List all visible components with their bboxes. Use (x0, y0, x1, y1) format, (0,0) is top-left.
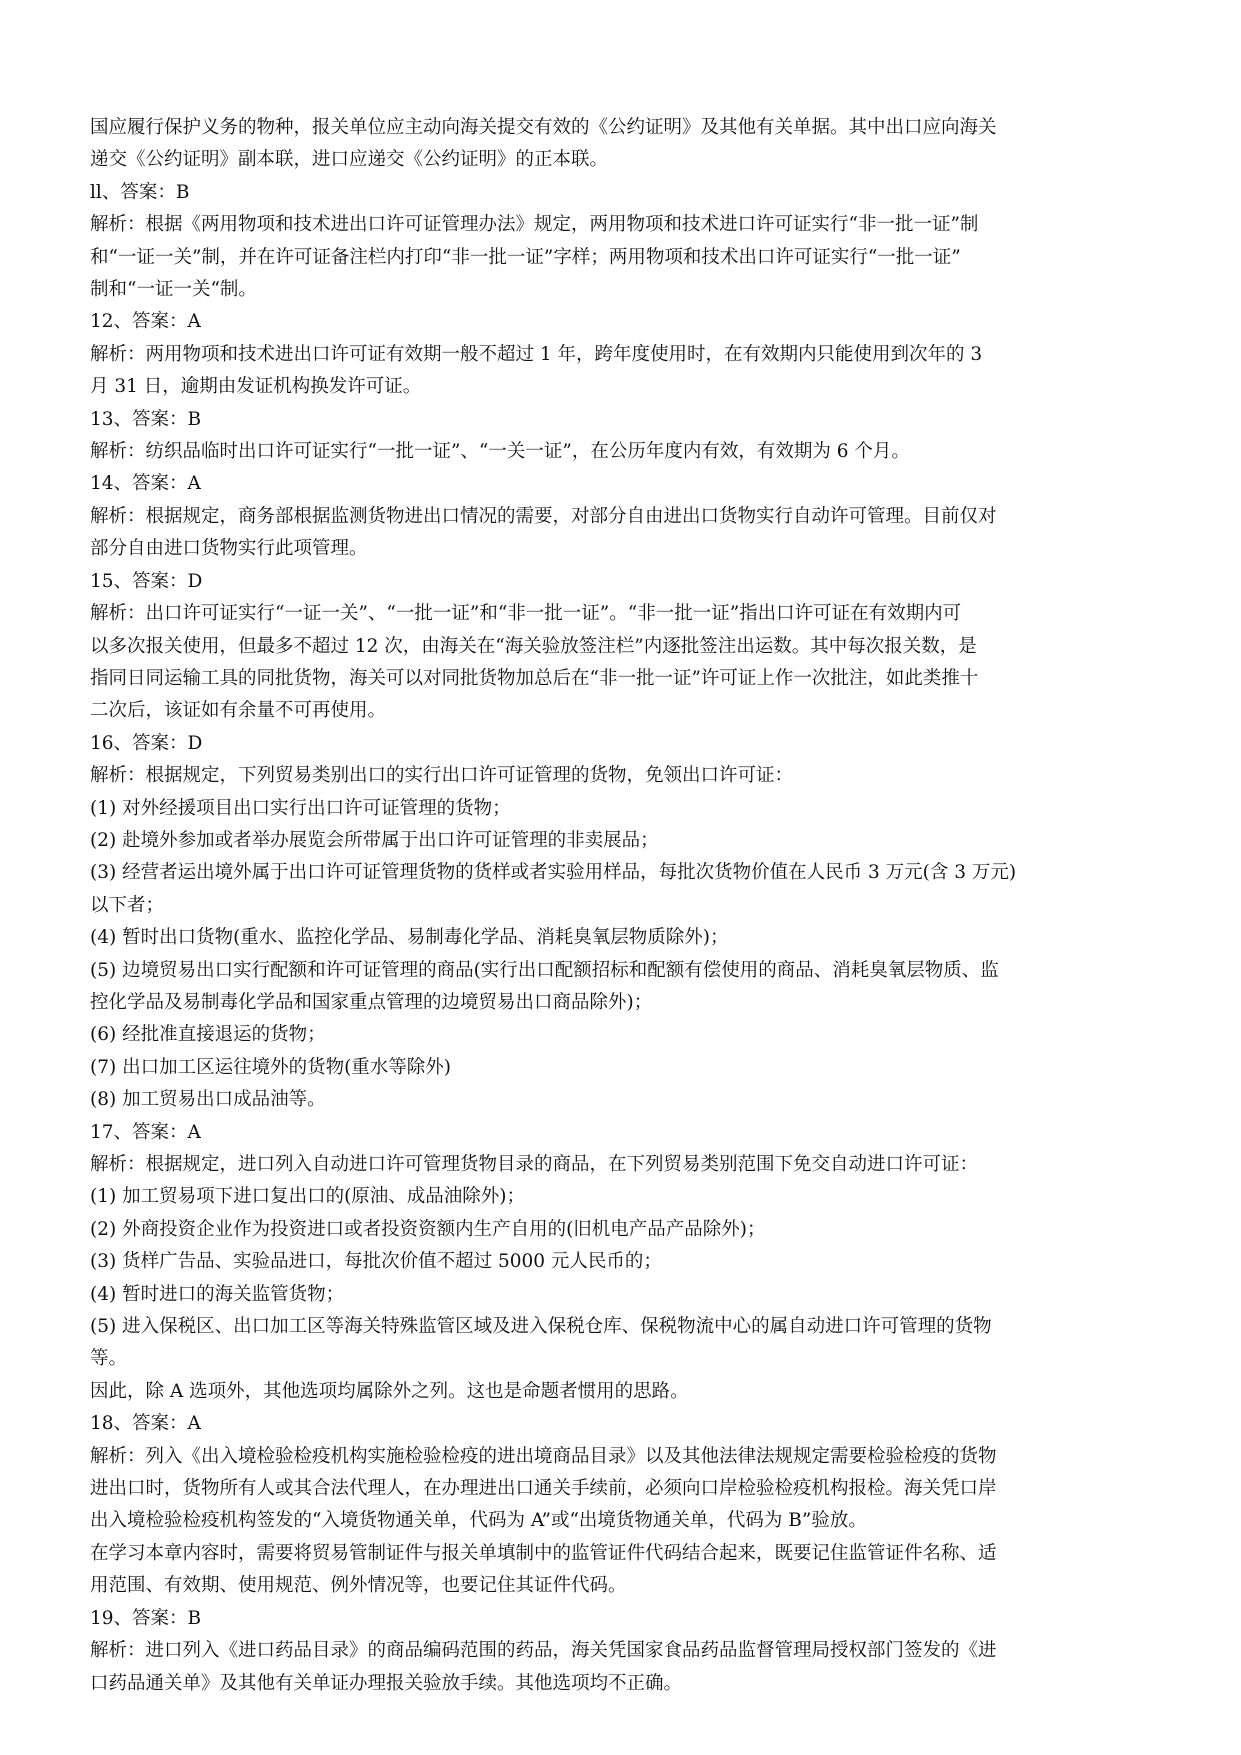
text-line: 以多次报关使用，但最多不超过 12 次，由海关在“海关验放签注栏”内逐批签注出运数。其中每次报关数，是 (90, 635, 977, 657)
text-line: 递交《公约证明》副本联，进口应递交《公约证明》的正本联。 (90, 149, 609, 171)
text-line: 在学习本章内容时，需要将贸易管制证件与报关单填制中的监管证件代码结合起来，既要记住监管证件名称、适 (90, 1542, 997, 1564)
text-line: 口药品通关单》及其他有关单证办理报关验放手续。其他选项均不正确。 (90, 1672, 683, 1694)
text-line: (5) 进入保税区、出口加工区等海关特殊监管区域及进入保税仓库、保税物流中心的属自动进口许可管理的货物 (90, 1316, 992, 1338)
text-line: (7) 出口加工区运往境外的货物(重水等除外) (90, 1056, 452, 1078)
text-line: 12、答案：A (90, 311, 201, 333)
text-line: 解析：根据规定，商务部根据监测货物进出口情况的需要，对部分自由进出口货物实行自动许可管理。目前仅对 (90, 505, 997, 527)
text-line: 解析：纺织品临时出口许可证实行“一批一证”、“一关一证”，在公历年度内有效，有效期为 6 个月。 (90, 441, 910, 463)
text-line: 15、答案：D (90, 570, 203, 592)
text-line: 解析：根据规定，下列贸易类别出口的实行出口许可证管理的货物，免领出口许可证： (90, 765, 794, 787)
text-line: 解析：列入《出入境检验检疫机构实施检验检疫的进出境商品目录》以及其他法律法规规定需要检验检疫的货物 (90, 1445, 997, 1467)
text-line: (1) 加工贸易项下进口复出口的(原油、成品油除外)； (90, 1186, 526, 1208)
text-line: (1) 对外经援项目出口实行出口许可证管理的货物； (90, 797, 511, 819)
text-line: 解析：根据规定，进口列入自动进口许可管理货物目录的商品，在下列贸易类别范围下免交自动进口许可证： (90, 1154, 979, 1175)
text-line: 指同日同运输工具的同批货物，海关可以对同批货物加总后在“非一批一证”许可证上作一次批注，如此类推十 (90, 667, 979, 689)
text-line: 13、答案：B (90, 408, 202, 430)
text-line: 控化学品及易制毒化学品和国家重点管理的边境贸易出口商品除外)； (90, 991, 653, 1013)
text-line: 等。 (90, 1348, 128, 1370)
text-line: 月 31 日，逾期由发证机构换发许可证。 (90, 376, 422, 398)
text-line: (4) 暂时出口货物(重水、监控化学品、易制毒化学品、消耗臭氧层物质除外)； (90, 927, 729, 949)
text-line: 因此，除 A 选项外，其他选项均属除外之列。这也是命题者惯用的思路。 (90, 1380, 689, 1402)
text-line: 解析：出口许可证实行“一证一关”、“一批一证”和“非一批一证”。“非一批一证”指出口许可证在有效期内可 (90, 603, 962, 625)
text-line: 17、答案：A (90, 1121, 201, 1143)
text-line: (8) 加工贸易出口成品油等。 (90, 1089, 326, 1111)
text-line: 16、答案：D (90, 732, 203, 754)
text-line: 19、答案：B (90, 1607, 202, 1629)
text-line: (3) 货样广告品、实验品进口，每批次价值不超过 5000 元人民币的； (90, 1251, 662, 1273)
text-line: (2) 外商投资企业作为投资进口或者投资资额内生产自用的(旧机电产品产品除外)； (90, 1218, 766, 1240)
text-line: 用范围、有效期、使用规范、例外情况等，也要记住其证件代码。 (90, 1575, 627, 1597)
text-line: (3) 经营者运出境外属于出口许可证管理货物的货样或者实验用样品，每批次货物价值在人民币 3 万元(含 3 万元) (90, 862, 1017, 884)
text-line: 解析：两用物项和技术进出口许可证有效期一般不超过 1 年，跨年度使用时，在有效期内只能使用到次年的 3 (90, 343, 983, 365)
text-line: 国应履行保护义务的物种，报关单位应主动向海关提交有效的《公约证明》及其他有关单据。其中出口应向海关 (90, 117, 997, 138)
text-line: 解析：根据《两用物项和技术进出口许可证管理办法》规定，两用物项和技术进口许可证实行“非一批一证”制 (90, 214, 979, 236)
text-line: (5) 边境贸易出口实行配额和许可证管理的商品(实行出口配额招标和配额有偿使用的商品、消耗臭氧层物质、监 (90, 959, 999, 981)
text-line: 解析：进口列入《进口药品目录》的商品编码范围的药品，海关凭国家食品药品监督管理局授权部门签发的《进 (90, 1640, 997, 1662)
text-line: 部分自由进口货物实行此项管理。 (90, 538, 368, 560)
text-line: (6) 经批准直接退运的货物； (90, 1024, 326, 1046)
text-line: 和“一证一关”制，并在许可证备注栏内打印“非一批一证”字样；两用物项和技术出口许可证实行“一批一证” (90, 246, 961, 268)
text-line: 制和“一证一关“制。 (90, 279, 257, 301)
text-line: 二次后，该证如有余量不可再使用。 (90, 700, 387, 722)
text-line: 18、答案：A (90, 1413, 201, 1435)
text-line: ll、答案：B (90, 181, 190, 203)
text-line: 14、答案：A (90, 473, 201, 495)
text-line: 以下者； (90, 894, 165, 916)
document-body (90, 112, 1152, 1700)
text-line: 出入境检验检疫机构签发的“入境货物通关单，代码为 A”或“出境货物通关单，代码为 B”验放。 (90, 1510, 867, 1532)
text-line: (2) 赴境外参加或者举办展览会所带属于出口许可证管理的非卖展品； (90, 829, 659, 851)
text-line: 进出口时，货物所有人或其合法代理人，在办理进出口通关手续前，必须向口岸检验检疫机构报检。海关凭口岸 (90, 1478, 997, 1500)
text-line: (4) 暂时进口的海关监管货物； (90, 1283, 345, 1305)
